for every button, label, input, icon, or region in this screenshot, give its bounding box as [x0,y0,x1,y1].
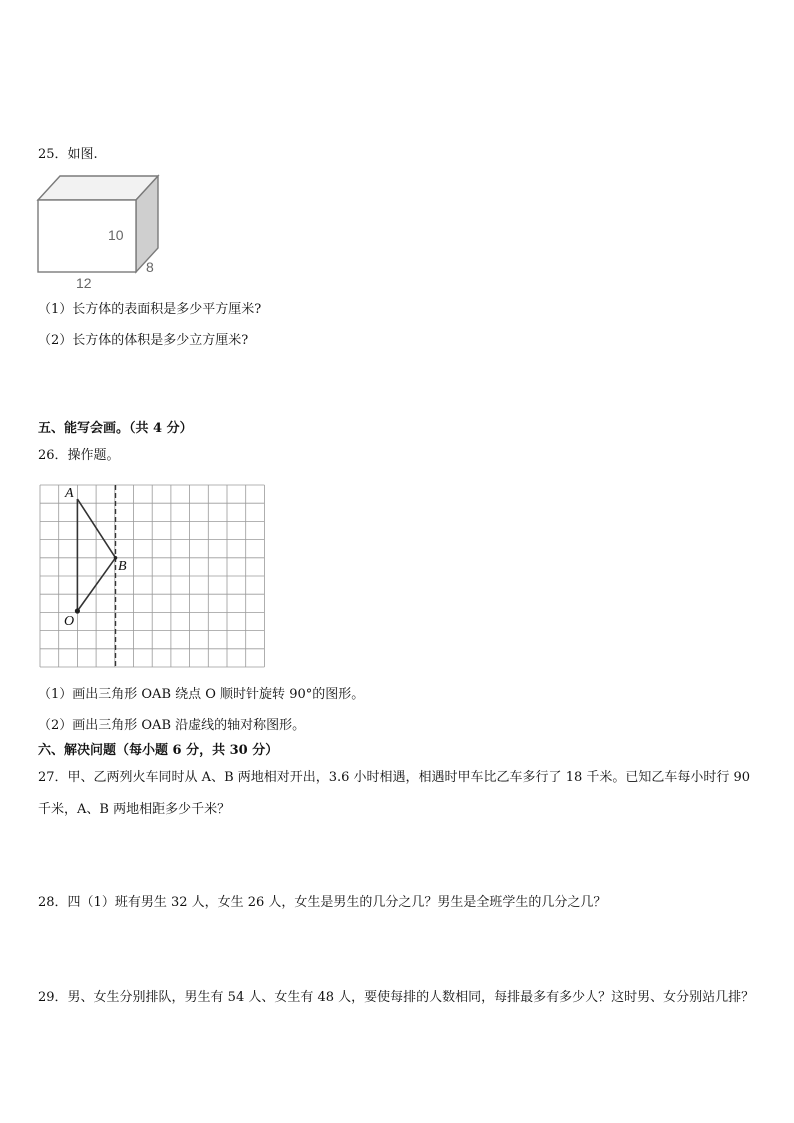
label-o: O [64,614,75,629]
cuboid-figure [36,172,162,290]
height-label: 10 [108,227,124,243]
grid-figure [38,482,268,670]
q29-text: 29．男、女生分别排队，男生有 54 人、女生有 48 人，要使每排的人数相同，每排最多有多少人？这时男、女分别站几排？ [38,990,755,1005]
length-label: 12 [76,275,92,290]
q28-text: 28．四（1）班有男生 32 人，女生 26 人，女生是男生的几分之几？男生是全班学生的几分之几？ [38,895,607,910]
q25-title: 25．如图. [38,147,98,162]
width-label: 8 [146,259,154,275]
q26-title: 26．操作题。 [38,448,120,463]
point-b [114,556,118,560]
q26-sub2: （2）画出三角形 OAB 沿虚线的轴对称图形。 [38,718,306,733]
point-o [75,608,80,613]
q25-sub2: （2）长方体的体积是多少立方厘米? [38,333,249,348]
label-a: A [65,486,74,501]
q26-sub1: （1）画出三角形 OAB 绕点 O 顺时针旋转 90°的图形。 [38,687,365,702]
label-b: B [118,559,127,574]
section6-heading: 六、解决问题（每小题 6 分，共 30 分） [38,743,279,758]
q25-sub1: （1）长方体的表面积是多少平方厘米? [38,302,262,317]
section5-heading: 五、能写会画。（共 4 分） [38,421,193,436]
q27-text: 27．甲、乙两列火车同时从 A、B 两地相对开出，3.6 小时相遇，相遇时甲车比乙车多行了 18 千米。已知乙车每小时行 90 千米，A、B 两地相距多少千米？ [38,770,751,817]
